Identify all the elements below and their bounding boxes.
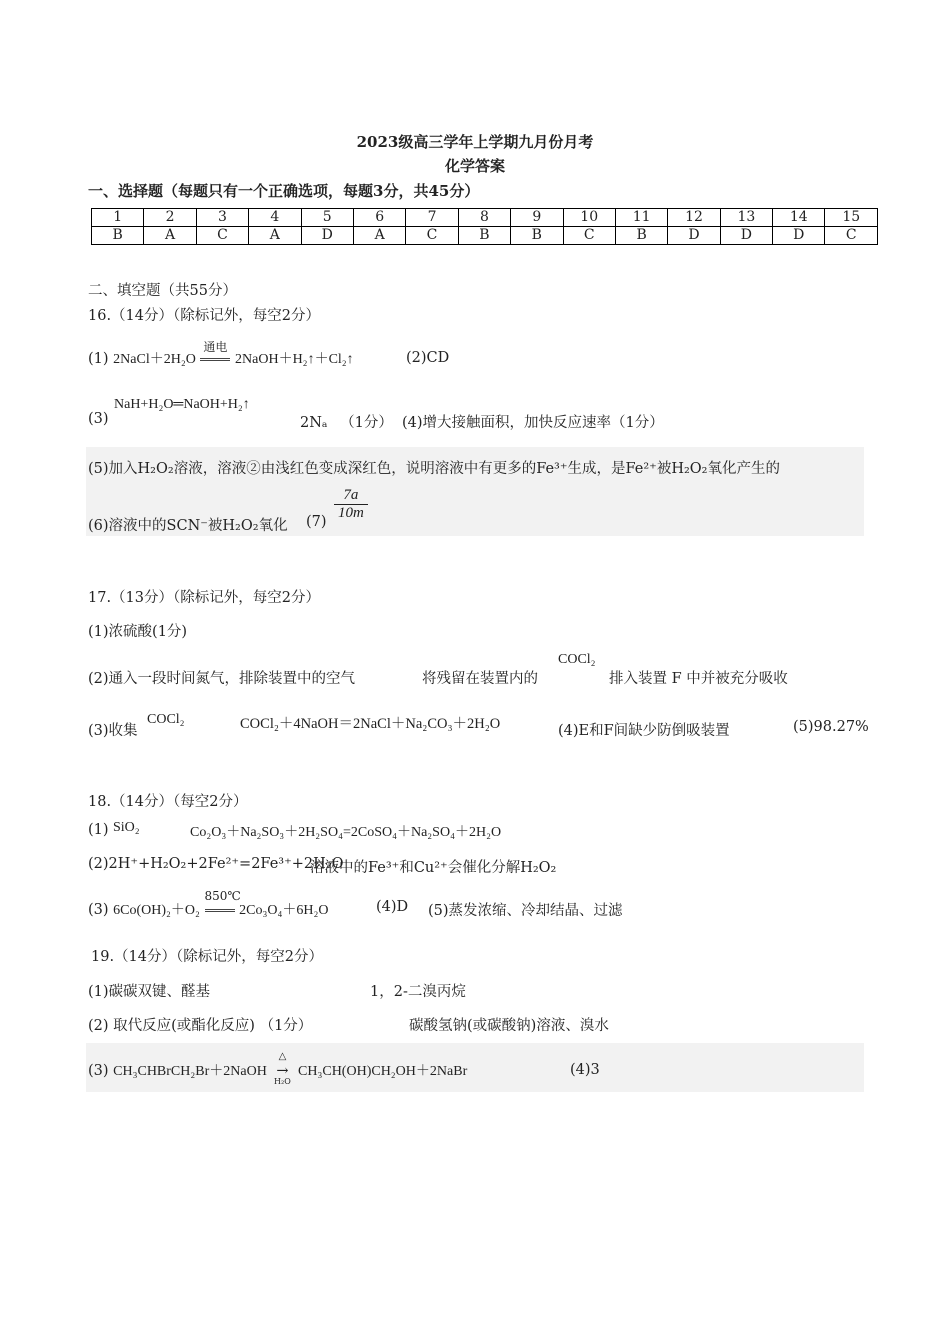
q16-part3-eq: NaH+H₂O═NaOH+H₂↑ [114, 397, 250, 412]
answer-table-answer-row [92, 227, 878, 245]
q17-part2-d: 排入装置 F 中并被充分吸收 [609, 671, 788, 687]
q-answer: B [511, 227, 563, 245]
q16-part1 [88, 340, 354, 368]
q16-part1-eq-left: 2NaCl＋2H₂O [113, 352, 196, 367]
q-answer: C [563, 227, 615, 245]
fraction-numerator: 7a [334, 487, 368, 505]
q16-part3-label: (3) [88, 411, 109, 427]
q-number: 13 [720, 209, 772, 227]
q16-part3-points: （1分） [340, 415, 393, 431]
q-number: 1 [92, 209, 144, 227]
q17-heading: 17.（13分）（除标记外，每空2分） [88, 590, 320, 606]
section2-heading: 二、填空题（共55分） [88, 283, 237, 299]
q-answer: D [720, 227, 772, 245]
q16-part4: (4)增大接触面积，加快反应速率（1分） [402, 415, 664, 431]
q-number: 9 [511, 209, 563, 227]
q-answer: A [249, 227, 301, 245]
q18-part3 [88, 889, 329, 919]
q16-heading: 16.（14分）（除标记外，每空2分） [88, 308, 320, 324]
q17-part1: (1)浓硫酸(1分) [88, 624, 188, 640]
q18-part2: (2)2H⁺+H₂O₂+2Fe²⁺=2Fe³⁺+2H₂O [88, 856, 344, 872]
equal-bar-icon [205, 909, 235, 912]
q18-part3-eq-right: 2Co₃O₄＋6H₂O [239, 903, 329, 918]
q17-part2-b: 将残留在装置内的 [422, 671, 538, 687]
q16-part1-condition [200, 340, 230, 367]
doc-title: 2023级高三学年上学期九月份月考 [356, 133, 594, 151]
q18-part1-eq: Co₂O₃＋Na₂SO₃＋2H₂SO₄=2CoSO₄＋Na₂SO₄＋2H₂O [190, 825, 502, 840]
q18-part3-cond-text: 850℃ [204, 889, 241, 903]
q18-part1-label: (1) [88, 822, 109, 838]
q-answer: D [301, 227, 353, 245]
q-number: 7 [406, 209, 458, 227]
q-number: 11 [615, 209, 667, 227]
q-number: 8 [458, 209, 510, 227]
q18-part1-answer: SiO₂ [113, 820, 140, 835]
q18-part3-condition [204, 889, 241, 918]
q18-part4: (4)D [376, 899, 409, 915]
q16-part2: (2)CD [406, 350, 450, 366]
answer-table [91, 208, 878, 245]
q-number: 6 [353, 209, 405, 227]
q-answer: C [196, 227, 248, 245]
q-number: 12 [668, 209, 720, 227]
q17-part4: (4)E和F间缺少防倒吸装置 [558, 723, 730, 739]
q16-part6: (6)溶液中的SCN⁻被H₂O₂氧化 [88, 518, 288, 534]
fraction-denominator: 10m [338, 505, 364, 521]
q-answer: D [668, 227, 720, 245]
q17-part3-formula: COCl₂ [147, 712, 185, 727]
q-number: 4 [249, 209, 301, 227]
q17-part5: (5)98.27% [793, 719, 869, 735]
q-answer: D [773, 227, 825, 245]
q-answer: A [353, 227, 405, 245]
answer-table-number-row [92, 209, 878, 227]
q17-part2-formula: COCl₂ [558, 652, 596, 667]
right-arrow-icon: → [276, 1063, 289, 1079]
q19-part1: (1)碳碳双键、醛基 [88, 984, 211, 1000]
q-answer: C [825, 227, 878, 245]
doc-subtitle: 化学答案 [444, 157, 505, 175]
q19-part3-arrow [271, 1051, 293, 1086]
q17-part2-a: (2)通入一段时间氮气，排除装置中的空气 [88, 671, 356, 687]
q16-part1-eq-right: 2NaOH＋H₂↑＋Cl₂↑ [235, 352, 354, 367]
q19-part2-b: 碳酸氢钠(或碳酸钠)溶液、溴水 [409, 1018, 609, 1034]
q-answer: B [458, 227, 510, 245]
q-number: 2 [144, 209, 196, 227]
q17-part3-eq: COCl₂＋4NaOH＝2NaCl＋Na₂CO₃＋2H₂O [240, 716, 501, 732]
q16-part5: (5)加入H₂O₂溶液，溶液②由浅红色变成深红色，说明溶液中有更多的Fe³⁺生成，是Fe²⁺被H₂O₂氧化产生的 [88, 461, 780, 477]
q-number: 14 [773, 209, 825, 227]
q19-heading: 19.（14分）（除标记外，每空2分） [91, 949, 323, 965]
q19-part1-b: 1，2-二溴丙烷 [370, 984, 466, 1000]
q16-part1-label: (1) [88, 351, 109, 367]
q-number: 5 [301, 209, 353, 227]
q19-arrow-top: △ [278, 1051, 287, 1062]
q16-part1-cond-text: 通电 [203, 340, 228, 354]
q-number: 15 [825, 209, 878, 227]
q18-part5: (5)蒸发浓缩、冷却结晶、过滤 [428, 903, 623, 919]
q16-part3-answer [300, 411, 393, 432]
q18-part2-b: 溶液中的Fe³⁺和Cu²⁺会催化分解H₂O₂ [310, 860, 557, 876]
q16-part7-fraction [334, 487, 368, 522]
q17-part3-label: (3)收集 [88, 723, 138, 739]
q16-part7-label: (7) [306, 514, 327, 530]
q19-part3 [88, 1051, 468, 1086]
q18-heading: 18.（14分）（每空2分） [88, 794, 248, 810]
q-number: 10 [563, 209, 615, 227]
q19-part2: (2) 取代反应(或酯化反应) （1分） [88, 1018, 313, 1034]
q18-part3-label: (3) [88, 902, 109, 918]
section1-heading: 一、选择题（每题只有一个正确选项，每题3分，共45分） [88, 182, 480, 200]
q19-part4: (4)3 [570, 1062, 600, 1078]
q-answer: B [615, 227, 667, 245]
q19-arrow-bottom: H₂O [274, 1077, 291, 1086]
q18-part3-eq-left: 6Co(OH)₂＋O₂ [113, 903, 200, 918]
q19-part3-eq-right: CH₃CH(OH)CH₂OH＋2NaBr [298, 1064, 468, 1079]
q16-part3-value: 2Nₐ [300, 415, 328, 431]
q-answer: B [92, 227, 144, 245]
q-answer: A [144, 227, 196, 245]
q19-part3-eq-left: CH₃CHBrCH₂Br＋2NaOH [113, 1064, 267, 1079]
q-answer: C [406, 227, 458, 245]
q-number: 3 [196, 209, 248, 227]
q19-part3-label: (3) [88, 1063, 109, 1079]
equal-bar-icon [200, 358, 230, 361]
